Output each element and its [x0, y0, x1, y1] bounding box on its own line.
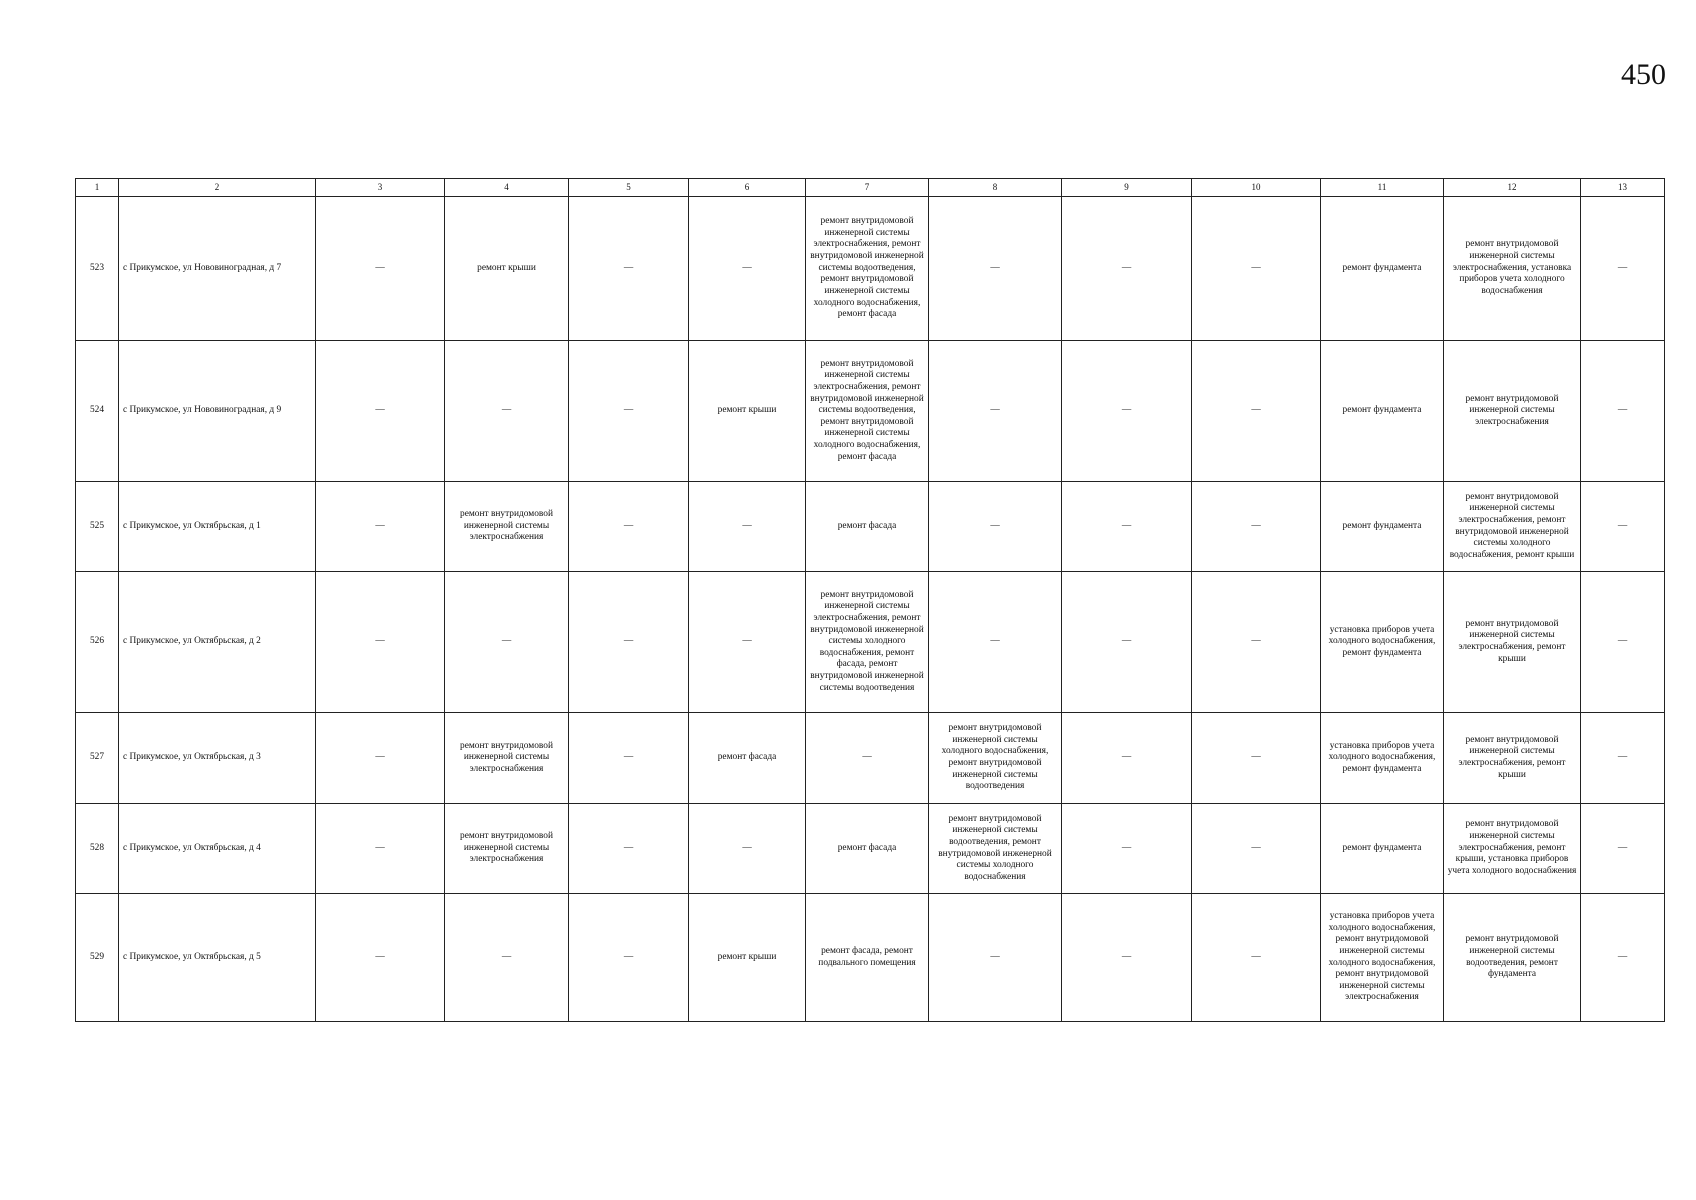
column-header: 10: [1192, 179, 1321, 197]
table-cell: —: [569, 197, 689, 341]
column-header: 5: [569, 179, 689, 197]
table-cell: ремонт внутридомовой инженерной системы электроснабжения, ремонт крыши, установка приборов учета холодного водоснабжения: [1444, 804, 1581, 894]
table-cell: —: [1062, 197, 1192, 341]
address-cell: с Прикумское, ул Октябрьская, д 1: [119, 482, 316, 572]
column-header: 9: [1062, 179, 1192, 197]
table-cell: ремонт внутридомовой инженерной системы электроснабжения, установка приборов учета холодного водоснабжения: [1444, 197, 1581, 341]
table-cell: —: [929, 572, 1062, 713]
table-cell: —: [316, 572, 445, 713]
row-number: 525: [76, 482, 119, 572]
row-number: 526: [76, 572, 119, 713]
table-cell: ремонт внутридомовой инженерной системы электроснабжения, ремонт внутридомовой инженерной системы водоотведения, ремонт внутридомовой инженерной системы холодного водоснабжения, ремонт фасада: [806, 197, 929, 341]
table-cell: —: [569, 341, 689, 482]
table-cell: ремонт крыши: [445, 197, 569, 341]
table-cell: ремонт внутридомовой инженерной системы холодного водоснабжения, ремонт внутридомовой инженерной системы водоотведения: [929, 713, 1062, 804]
table-row: [76, 894, 1665, 1022]
table-cell: —: [1192, 482, 1321, 572]
table-cell: ремонт внутридомовой инженерной системы электроснабжения, ремонт крыши: [1444, 572, 1581, 713]
address-cell: с Прикумское, ул Нововиноградная, д 9: [119, 341, 316, 482]
table-cell: —: [1062, 894, 1192, 1022]
table-cell: —: [1192, 572, 1321, 713]
table-cell: ремонт крыши: [689, 894, 806, 1022]
table-cell: ремонт фасада: [806, 804, 929, 894]
column-header: 6: [689, 179, 806, 197]
table-cell: —: [445, 341, 569, 482]
table-cell: ремонт внутридомовой инженерной системы электроснабжения, ремонт внутридомовой инженерной системы холодного водоснабжения, ремонт фасада, ремонт внутридомовой инженерной системы водоотведения: [806, 572, 929, 713]
table-row: [76, 804, 1665, 894]
table-row: [76, 713, 1665, 804]
address-cell: с Прикумское, ул Октябрьская, д 2: [119, 572, 316, 713]
table-cell: ремонт внутридомовой инженерной системы электроснабжения: [445, 482, 569, 572]
table-cell: —: [1062, 804, 1192, 894]
table-cell: —: [1192, 197, 1321, 341]
table-cell: —: [1192, 894, 1321, 1022]
table-cell: —: [569, 482, 689, 572]
repair-schedule-table: [75, 178, 1665, 1022]
table-cell: ремонт фундамента: [1321, 804, 1444, 894]
table-cell: —: [569, 572, 689, 713]
table-cell: —: [806, 713, 929, 804]
address-cell: с Прикумское, ул Нововиноградная, д 7: [119, 197, 316, 341]
table-cell: —: [1581, 197, 1665, 341]
table-cell: ремонт фундамента: [1321, 341, 1444, 482]
table-cell: —: [689, 804, 806, 894]
table-cell: ремонт фундамента: [1321, 197, 1444, 341]
table-cell: —: [1062, 482, 1192, 572]
table-cell: —: [569, 894, 689, 1022]
column-header: 3: [316, 179, 445, 197]
table-cell: —: [1581, 713, 1665, 804]
table-cell: —: [689, 482, 806, 572]
table-cell: ремонт внутридомовой инженерной системы электроснабжения, ремонт внутридомовой инженерной системы холодного водоснабжения, ремонт крыши: [1444, 482, 1581, 572]
table-row: [76, 482, 1665, 572]
column-header: 8: [929, 179, 1062, 197]
table-cell: —: [1581, 341, 1665, 482]
table-cell: —: [445, 894, 569, 1022]
column-header: 2: [119, 179, 316, 197]
table-cell: ремонт внутридомовой инженерной системы электроснабжения: [1444, 341, 1581, 482]
table-cell: установка приборов учета холодного водоснабжения, ремонт фундамента: [1321, 713, 1444, 804]
column-header: 4: [445, 179, 569, 197]
table-cell: —: [569, 713, 689, 804]
table-cell: —: [1062, 341, 1192, 482]
table-cell: ремонт внутридомовой инженерной системы водоотведения, ремонт внутридомовой инженерной системы холодного водоснабжения: [929, 804, 1062, 894]
row-number: 529: [76, 894, 119, 1022]
table-row: [76, 197, 1665, 341]
table-cell: —: [445, 572, 569, 713]
table-cell: —: [316, 894, 445, 1022]
table-cell: ремонт фасада: [689, 713, 806, 804]
table-cell: —: [689, 572, 806, 713]
table-cell: —: [1192, 341, 1321, 482]
table-cell: —: [569, 804, 689, 894]
table-cell: —: [1192, 713, 1321, 804]
table-cell: —: [689, 197, 806, 341]
table-cell: —: [316, 804, 445, 894]
table-cell: —: [929, 197, 1062, 341]
table-cell: ремонт фасада, ремонт подвального помещения: [806, 894, 929, 1022]
table-cell: —: [316, 197, 445, 341]
table-cell: ремонт внутридомовой инженерной системы водоотведения, ремонт фундамента: [1444, 894, 1581, 1022]
column-header: 13: [1581, 179, 1665, 197]
table-cell: —: [1581, 482, 1665, 572]
table-cell: —: [316, 482, 445, 572]
table-cell: —: [929, 341, 1062, 482]
table-cell: ремонт крыши: [689, 341, 806, 482]
table-cell: ремонт фасада: [806, 482, 929, 572]
table-cell: —: [1581, 804, 1665, 894]
column-header: 1: [76, 179, 119, 197]
table-row: [76, 341, 1665, 482]
table-cell: ремонт внутридомовой инженерной системы электроснабжения: [445, 713, 569, 804]
row-number: 528: [76, 804, 119, 894]
address-cell: с Прикумское, ул Октябрьская, д 5: [119, 894, 316, 1022]
table-cell: установка приборов учета холодного водоснабжения, ремонт фундамента: [1321, 572, 1444, 713]
column-header: 11: [1321, 179, 1444, 197]
table-cell: —: [1192, 804, 1321, 894]
table-cell: —: [929, 894, 1062, 1022]
column-header: 7: [806, 179, 929, 197]
table-row: [76, 572, 1665, 713]
table-cell: —: [1062, 572, 1192, 713]
table-cell: ремонт фундамента: [1321, 482, 1444, 572]
row-number: 524: [76, 341, 119, 482]
table-cell: —: [1581, 572, 1665, 713]
table-cell: —: [929, 482, 1062, 572]
table-cell: ремонт внутридомовой инженерной системы электроснабжения, ремонт внутридомовой инженерной системы водоотведения, ремонт внутридомовой инженерной системы холодного водоснабжения, ремонт фасада: [806, 341, 929, 482]
row-number: 523: [76, 197, 119, 341]
table-cell: —: [316, 341, 445, 482]
table-cell: —: [1581, 894, 1665, 1022]
table-cell: ремонт внутридомовой инженерной системы электроснабжения: [445, 804, 569, 894]
table-cell: —: [316, 713, 445, 804]
table-cell: —: [1062, 713, 1192, 804]
row-number: 527: [76, 713, 119, 804]
table-cell: ремонт внутридомовой инженерной системы электроснабжения, ремонт крыши: [1444, 713, 1581, 804]
column-header: 12: [1444, 179, 1581, 197]
address-cell: с Прикумское, ул Октябрьская, д 3: [119, 713, 316, 804]
table-cell: установка приборов учета холодного водоснабжения, ремонт внутридомовой инженерной системы холодного водоснабжения, ремонт внутридомовой инженерной системы электроснабжения: [1321, 894, 1444, 1022]
column-number-row: [76, 179, 1665, 197]
address-cell: с Прикумское, ул Октябрьская, д 4: [119, 804, 316, 894]
page-number: 450: [1621, 58, 1666, 91]
